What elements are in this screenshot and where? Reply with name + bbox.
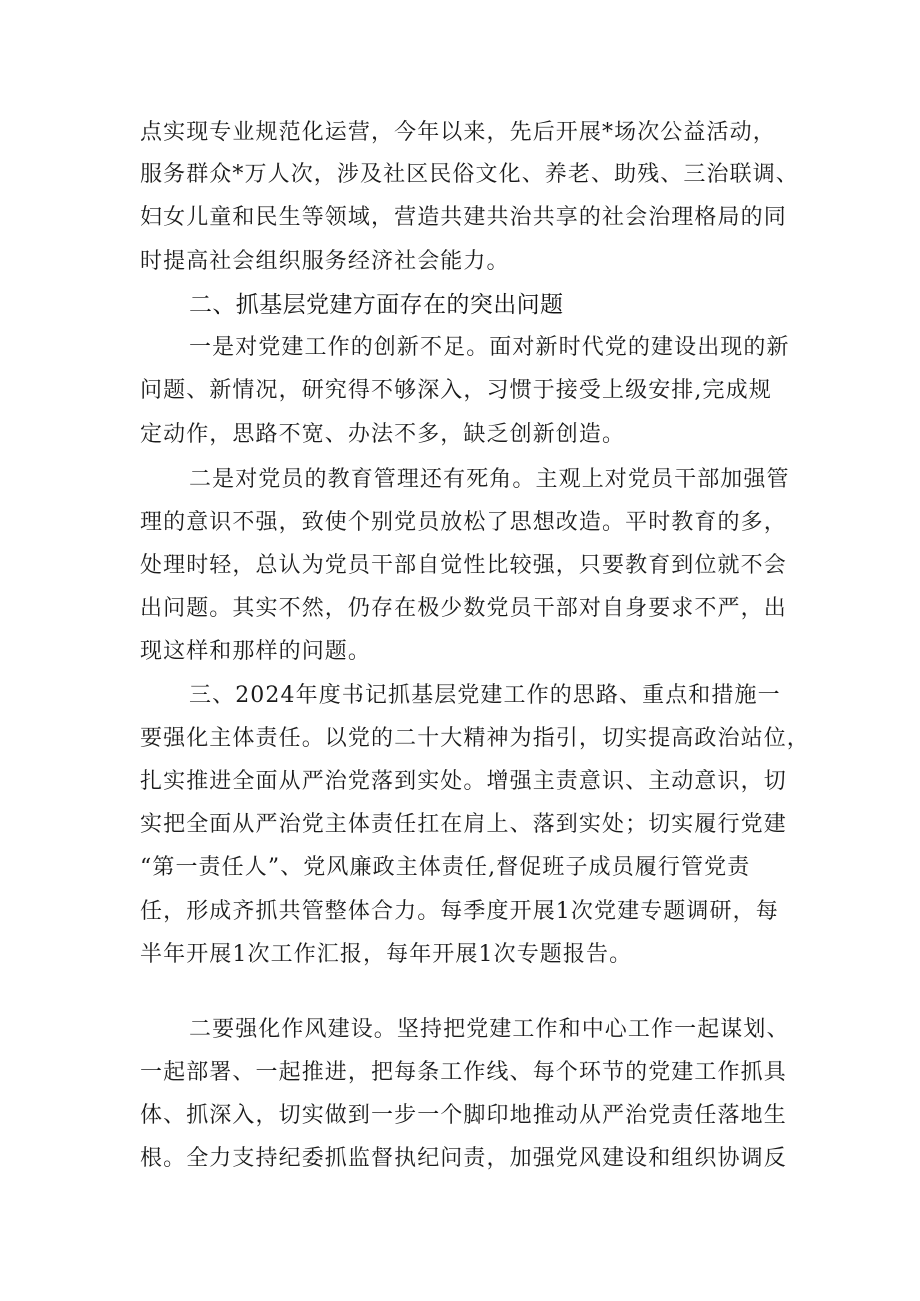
text-line: 根。全力支持纪委抓监督执纪问责，加强党风建设和组织协调反 bbox=[140, 1146, 787, 1171]
text-line: 实把全面从严治党主体责任扛在肩上、落到实处；切实履行党建 bbox=[140, 812, 787, 837]
text-line: 出问题。其实不然，仍存在极少数党员干部对自身要求不严，出 bbox=[140, 596, 787, 621]
text-line: 三、2024年度书记抓基层党建工作的思路、重点和措施一 bbox=[189, 683, 781, 708]
text-line: 二要强化作风建设。坚持把党建工作和中心工作一起谋划、 bbox=[189, 1017, 790, 1042]
text-line: 服务群众*万人次，涉及社区民俗文化、养老、助残、三治联调、 bbox=[140, 162, 799, 187]
text-line: “第一责任人”、党风廉政主体责任,督促班子成员履行管党责 bbox=[140, 855, 751, 880]
text-line: 扎实推进全面从严治党落到实处。增强主责意识、主动意识，切 bbox=[140, 769, 787, 794]
text-line: 处理时轻，总认为党员干部自觉性比较强，只要教育到位就不会 bbox=[140, 553, 787, 578]
text-line: 任，形成齐抓共管整体合力。每季度开展1次党建专题调研，每 bbox=[140, 899, 779, 924]
text-line: 妇女儿童和民生等领域，营造共建共治共享的社会治理格局的同 bbox=[140, 205, 787, 230]
text-line: 一起部署、一起推进，把每条工作线、每个环节的党建工作抓具 bbox=[140, 1060, 787, 1085]
text-line: 二是对党员的教育管理还有死角。主观上对党员干部加强管 bbox=[189, 467, 790, 492]
text-line: 现这样和那样的问题。 bbox=[140, 639, 372, 664]
text-line: 问题、新情况，研究得不够深入，习惯于接受上级安排,完成规 bbox=[140, 378, 772, 403]
text-line: 定动作，思路不宽、办法不多，缺乏创新创造。 bbox=[140, 422, 626, 447]
section-heading: 二、抓基层党建方面存在的突出问题 bbox=[189, 292, 564, 318]
text-line: 体、抓深入，切实做到一步一个脚印地推动从严治党责任落地生 bbox=[140, 1103, 787, 1128]
text-line: 半年开展1次工作汇报，每年开展1次专题报告。 bbox=[140, 942, 633, 967]
text-line: 时提高社会组织服务经济社会能力。 bbox=[140, 249, 510, 274]
text-line: 要强化主体责任。以党的二十大精神为指引，切实提高政治站位， bbox=[140, 726, 810, 751]
text-line: 一是对党建工作的创新不足。面对新时代党的建设出现的新 bbox=[189, 335, 790, 360]
text-line: 点实现专业规范化运营，今年以来，先后开展*场次公益活动， bbox=[140, 120, 776, 145]
text-line: 理的意识不强，致使个别党员放松了思想改造。平时教育的多， bbox=[140, 510, 787, 535]
